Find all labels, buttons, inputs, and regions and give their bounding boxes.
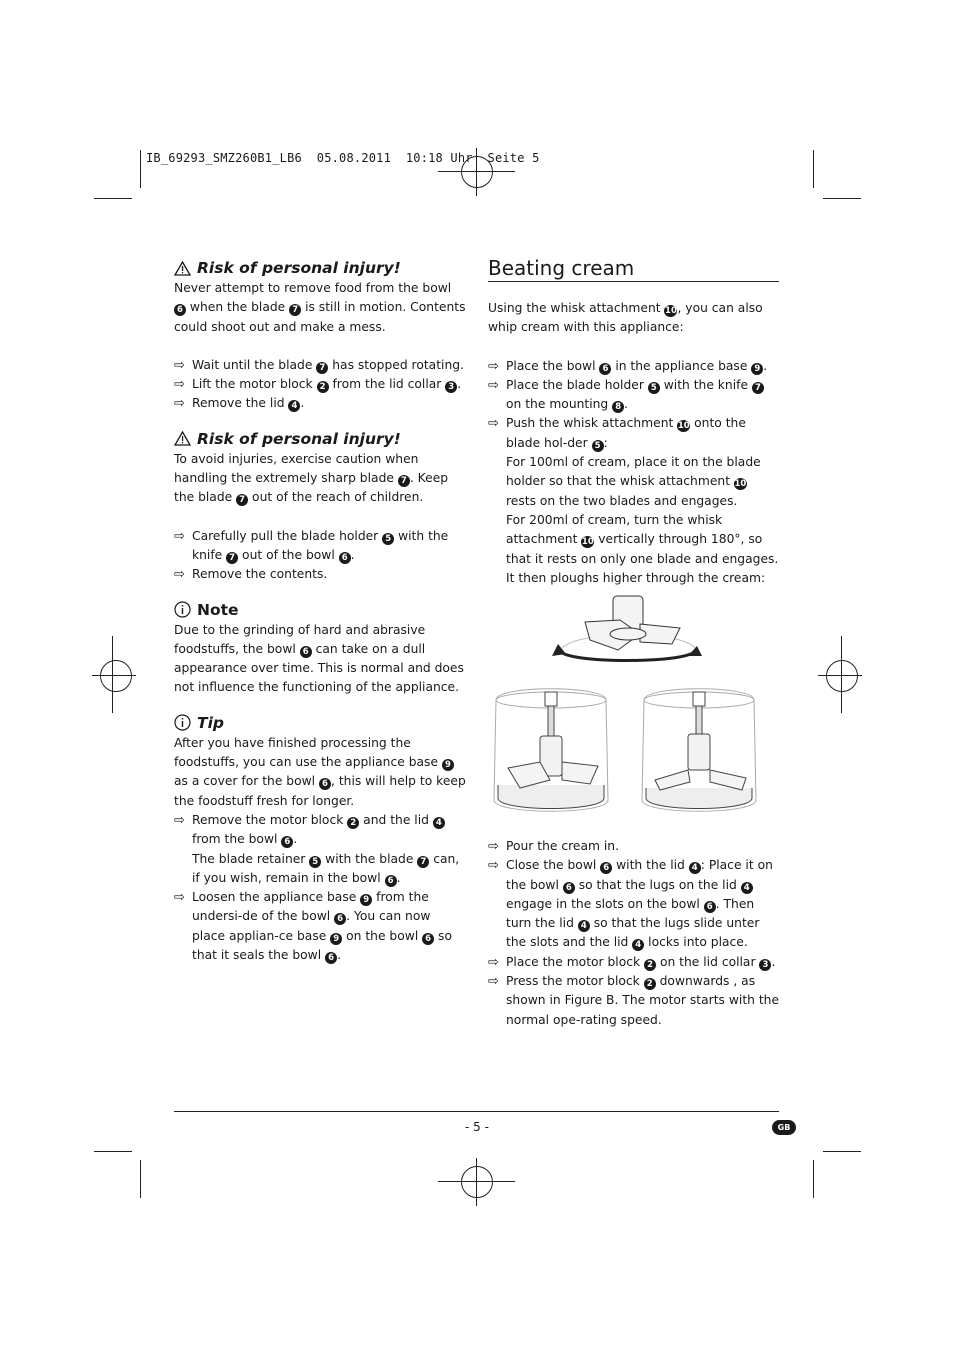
tip-heading bbox=[174, 712, 466, 734]
arrow-right-icon: ⇨ bbox=[488, 974, 499, 990]
tip-body: After you have finished processing the foodstuffs, you can use the appliance base 9 as a cover for the bowl 6 , this will help to keep the foodstuff fresh for longer. bbox=[174, 735, 466, 808]
registration-line bbox=[438, 1181, 515, 1182]
arrow-right-icon: ⇨ bbox=[488, 839, 499, 854]
note-body: Due to the grinding of hard and abrasive foodstuffs, the bowl 6 can take on a dull appearance over time. This is normal and does not influence the functioning of the appliance. bbox=[174, 622, 464, 695]
warning-body: Never attempt to remove food from the bowl 6 when the blade 7 is still in motion. Contents could shoot out and make a mess. bbox=[174, 281, 466, 334]
note-heading bbox=[174, 599, 466, 621]
step-item: ⇨ Remove the lid 4 . bbox=[174, 394, 466, 413]
whisk-illustration bbox=[490, 590, 780, 830]
right-column-top bbox=[488, 299, 780, 588]
step-item: ⇨ Wait until the blade 7 has stopped rotating. bbox=[174, 356, 466, 375]
step-item: ⇨ Pour the cream in. bbox=[488, 837, 780, 856]
arrow-right-icon: ⇨ bbox=[488, 954, 499, 970]
registration-line bbox=[438, 171, 515, 172]
step-item: ⇨ Loosen the appliance base 9 from the undersi-de of the bowl 6 . You can now place applian-ce base 9 on the bowl 6 so that it seals the bowl 6 . bbox=[174, 888, 466, 965]
bowl-figure-right bbox=[642, 689, 756, 812]
warning-title: Risk of personal injury! bbox=[197, 429, 401, 448]
step-item: ⇨ Push the whisk attachment 10 onto the blade hol-der 5 : bbox=[488, 414, 780, 453]
step-item: ⇨ Close the bowl 6 with the lid 4 : Place it on the bowl 6 so that the lugs on the lid 4 engage in the slots on the bowl 6 . Then turn the lid 4 so that the lugs slide unter the slots and the lid 4 locks into place. bbox=[488, 856, 780, 952]
step-item: ⇨ Place the motor block 2 on the lid collar 3 . bbox=[488, 953, 780, 972]
crop-mark bbox=[94, 198, 132, 199]
warning-triangle-icon bbox=[174, 261, 191, 276]
crop-mark bbox=[140, 1160, 141, 1198]
arrow-right-icon: ⇨ bbox=[488, 358, 499, 374]
intro-text: Using the whisk attachment 10, you can also whip cream with this appliance: bbox=[488, 301, 763, 335]
arrow-right-icon: ⇨ bbox=[174, 357, 185, 373]
page-number: - 5 - bbox=[465, 1120, 489, 1134]
note-title: Note bbox=[197, 600, 239, 619]
arrow-right-icon: ⇨ bbox=[488, 416, 499, 432]
arrow-right-icon: ⇨ bbox=[174, 567, 185, 583]
print-header: IB_69293_SMZ260B1_LB6 05.08.2011 10:18 Uhr Seite 5 bbox=[146, 151, 540, 165]
registration-mark bbox=[100, 660, 132, 692]
whisk-rotation-figure bbox=[552, 596, 702, 661]
crop-mark bbox=[813, 1160, 814, 1198]
info-icon bbox=[174, 601, 191, 618]
crop-mark bbox=[140, 150, 141, 188]
registration-line bbox=[818, 675, 862, 676]
step-item: ⇨ Lift the motor block 2 from the lid collar 3 . bbox=[174, 375, 466, 394]
step-item: ⇨ Place the blade holder 5 with the knife 7 on the mounting 8 . bbox=[488, 376, 780, 415]
footer-divider bbox=[174, 1111, 779, 1112]
step-detail: For 200ml of cream, turn the whisk attachment 10 vertically through 180°, so that it rests on only one blade and engages. It then ploughs higher through the cream: bbox=[506, 512, 779, 585]
warning-heading bbox=[174, 428, 466, 450]
right-column-bottom bbox=[488, 837, 780, 1030]
arrow-right-icon: ⇨ bbox=[174, 890, 185, 906]
registration-line bbox=[476, 1158, 477, 1206]
registration-mark bbox=[461, 1166, 493, 1198]
registration-mark bbox=[826, 660, 858, 692]
registration-line bbox=[92, 675, 136, 676]
step-detail: For 100ml of cream, place it on the blade holder so that the whisk attachment 10 rests on the two blades and engages. bbox=[506, 455, 761, 508]
arrow-right-icon: ⇨ bbox=[174, 812, 185, 828]
arrow-right-icon: ⇨ bbox=[488, 858, 499, 874]
crop-mark bbox=[813, 150, 814, 188]
step-item: ⇨ Remove the contents. bbox=[174, 565, 466, 584]
crop-mark bbox=[94, 1151, 132, 1152]
warning-title: Risk of personal injury! bbox=[197, 259, 401, 277]
arrow-right-icon: ⇨ bbox=[174, 528, 185, 544]
arrow-right-icon: ⇨ bbox=[488, 377, 499, 393]
step-item: ⇨ Place the bowl 6 in the appliance base 9 . bbox=[488, 357, 780, 376]
tip-title: Tip bbox=[197, 713, 224, 732]
language-badge: GB bbox=[772, 1120, 796, 1135]
step-item: ⇨ Carefully pull the blade holder 5 with the knife 7 out of the bowl 6 . bbox=[174, 527, 466, 566]
crop-mark bbox=[823, 198, 861, 199]
warning-triangle-icon bbox=[174, 431, 191, 446]
info-icon bbox=[174, 714, 191, 731]
step-detail: The blade retainer 5 with the blade 7 can, if you wish, remain in the bowl 6 . bbox=[192, 851, 460, 886]
arrow-right-icon: ⇨ bbox=[174, 377, 185, 393]
bowl-figure-left bbox=[494, 689, 608, 812]
step-item: ⇨ Press the motor block 2 downwards , as shown in Figure B. The motor starts with the normal ope-rating speed. bbox=[488, 972, 780, 1030]
title-divider bbox=[488, 281, 779, 282]
section-title: Beating cream bbox=[488, 256, 635, 280]
arrow-right-icon: ⇨ bbox=[174, 396, 185, 412]
crop-mark bbox=[823, 1151, 861, 1152]
left-column bbox=[174, 257, 466, 965]
warning-body: To avoid injuries, exercise caution when handling the extremely sharp blade 7 . Keep the blade 7 out of the reach of children. bbox=[174, 451, 449, 506]
warning-heading bbox=[174, 257, 466, 279]
step-item: ⇨ Remove the motor block 2 and the lid 4 from the bowl 6 . bbox=[174, 811, 466, 850]
